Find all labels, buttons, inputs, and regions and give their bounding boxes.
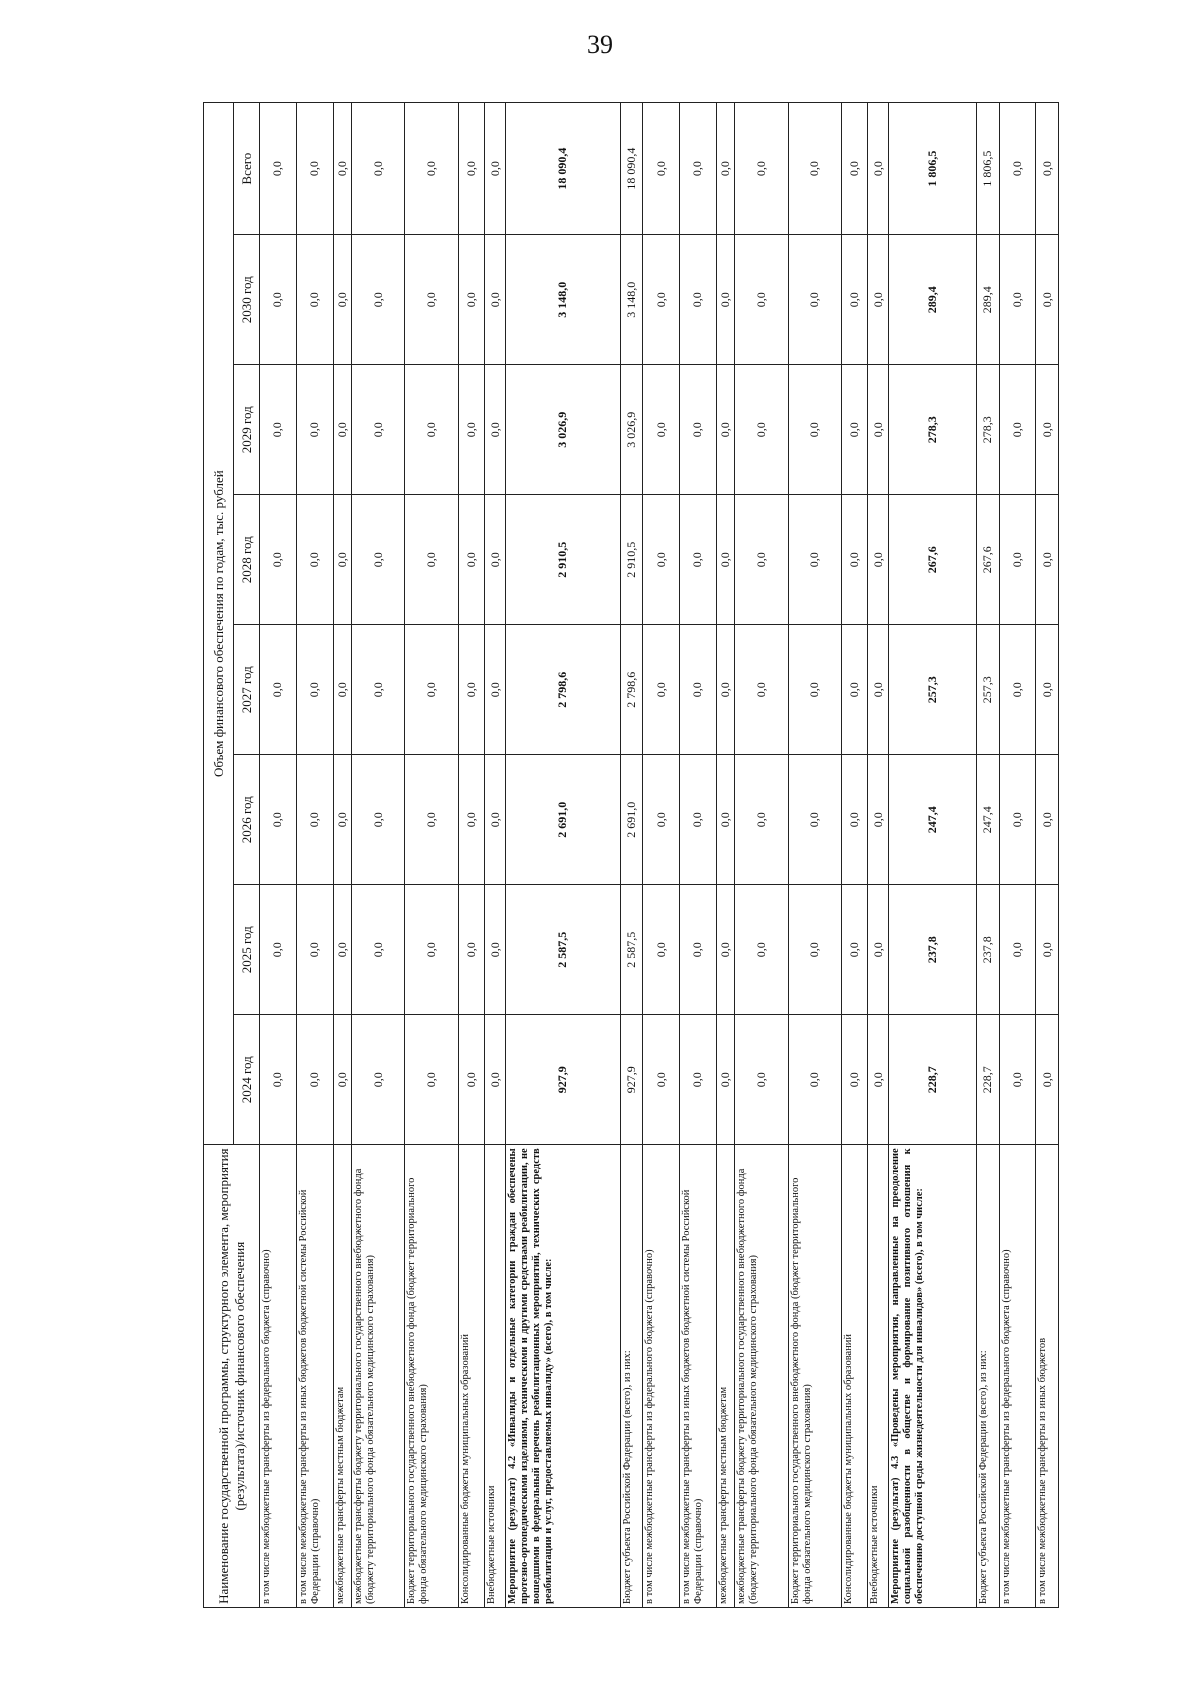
year-value-cell: 0,0 — [405, 885, 458, 1015]
row-label: в том числе межбюджетные трансферты из федерального бюджета (справочно) — [643, 1145, 680, 1608]
year-value-cell: 0,0 — [999, 885, 1036, 1015]
row-label: межбюджетные трансферты бюджету территориального государственного внебюджетного фонда (бюджету территориального фонда обязательного медицинского страхования) — [735, 1145, 788, 1608]
year-value-cell: 0,0 — [333, 625, 351, 755]
year-value-cell: 0,0 — [643, 495, 680, 625]
year-header: 2026 год — [234, 755, 260, 885]
table-row — [405, 103, 458, 1608]
year-value-cell: 0,0 — [679, 755, 716, 885]
year-value-cell: 0,0 — [458, 755, 485, 885]
total-cell: 18 090,4 — [620, 103, 643, 235]
year-value-cell: 0,0 — [868, 365, 888, 495]
year-value-cell: 257,3 — [888, 625, 976, 755]
table-row — [485, 103, 505, 1608]
year-value-cell: 0,0 — [333, 235, 351, 365]
table-row — [352, 103, 405, 1608]
year-value-cell: 0,0 — [841, 625, 868, 755]
row-label: межбюджетные трансферты местным бюджетам — [716, 1145, 734, 1608]
year-value-cell: 0,0 — [485, 625, 505, 755]
row-label: Внебюджетные источники — [485, 1145, 505, 1608]
year-value-cell: 0,0 — [405, 1015, 458, 1145]
table-row — [888, 103, 976, 1608]
year-value-cell: 0,0 — [735, 625, 788, 755]
year-value-cell: 0,0 — [485, 365, 505, 495]
year-value-cell: 228,7 — [888, 1015, 976, 1145]
row-label: Бюджет территориального государственного внебюджетного фонда (бюджет территориального фонда обязательного медицинского страхования) — [788, 1145, 841, 1608]
page-number: 39 — [587, 30, 613, 59]
year-value-cell: 0,0 — [868, 755, 888, 885]
year-value-cell: 0,0 — [716, 495, 734, 625]
year-value-cell: 0,0 — [458, 365, 485, 495]
year-value-cell: 0,0 — [868, 235, 888, 365]
table-row — [999, 103, 1036, 1608]
year-value-cell: 0,0 — [735, 235, 788, 365]
row-label: Мероприятие (результат) 4.2 «Инвалиды и отдельные категории граждан обеспечены протезно-ортопедическими изделиями, техническими и другими средствами реабилитации, не вошедшими в федеральный перечень реабилитационных мероприятий, технических средств реабилитации и услуг, предоставляемых инвалиду» (всего), в том числе: — [505, 1145, 620, 1608]
table-row — [868, 103, 888, 1608]
year-value-cell: 0,0 — [841, 235, 868, 365]
year-value-cell: 0,0 — [333, 365, 351, 495]
row-label: в том числе межбюджетные трансферты из федерального бюджета (справочно) — [260, 1145, 297, 1608]
row-label: Бюджет субъекта Российской Федерации (всего), из них: — [620, 1145, 643, 1608]
year-value-cell: 0,0 — [999, 1015, 1036, 1145]
year-value-cell: 3 026,9 — [620, 365, 643, 495]
year-value-cell: 0,0 — [868, 495, 888, 625]
year-value-cell: 289,4 — [888, 235, 976, 365]
year-value-cell: 0,0 — [643, 625, 680, 755]
year-value-cell: 0,0 — [485, 1015, 505, 1145]
year-value-cell: 0,0 — [788, 755, 841, 885]
year-value-cell: 0,0 — [999, 755, 1036, 885]
table-row — [260, 103, 297, 1608]
total-cell: 1 806,5 — [977, 103, 1000, 235]
year-value-cell: 257,3 — [977, 625, 1000, 755]
year-value-cell: 0,0 — [260, 365, 297, 495]
year-value-cell: 0,0 — [788, 1015, 841, 1145]
year-value-cell: 0,0 — [260, 625, 297, 755]
year-value-cell: 0,0 — [333, 755, 351, 885]
year-value-cell: 278,3 — [888, 365, 976, 495]
row-label: в том числе межбюджетные трансферты из иных бюджетов бюджетной системы Российской Федерации (справочно) — [296, 1145, 333, 1608]
year-value-cell: 0,0 — [405, 495, 458, 625]
year-value-cell: 0,0 — [643, 755, 680, 885]
year-value-cell: 0,0 — [296, 755, 333, 885]
year-value-cell: 2 587,5 — [620, 885, 643, 1015]
financing-group-header: Объем финансового обеспечения по годам, тыс. рублей — [204, 103, 234, 1145]
year-value-cell: 0,0 — [788, 625, 841, 755]
year-value-cell: 0,0 — [643, 1015, 680, 1145]
row-label: межбюджетные трансферты местным бюджетам — [333, 1145, 351, 1608]
year-value-cell: 0,0 — [333, 1015, 351, 1145]
year-value-cell: 0,0 — [260, 1015, 297, 1145]
year-value-cell: 0,0 — [679, 495, 716, 625]
year-value-cell: 0,0 — [1036, 365, 1059, 495]
year-header: 2030 год — [234, 235, 260, 365]
year-value-cell: 0,0 — [333, 495, 351, 625]
year-value-cell: 2 910,5 — [620, 495, 643, 625]
year-value-cell: 0,0 — [841, 365, 868, 495]
year-value-cell: 2 910,5 — [505, 495, 620, 625]
year-value-cell: 927,9 — [505, 1015, 620, 1145]
total-cell: 0,0 — [458, 103, 485, 235]
row-label: в том числе межбюджетные трансферты из иных бюджетов бюджетной системы Российской Федерации (справочно) — [679, 1145, 716, 1608]
year-value-cell: 2 587,5 — [505, 885, 620, 1015]
year-value-cell: 0,0 — [679, 1015, 716, 1145]
total-header: Всего — [234, 103, 260, 235]
year-value-cell: 0,0 — [643, 235, 680, 365]
year-value-cell: 0,0 — [679, 885, 716, 1015]
year-value-cell: 0,0 — [458, 495, 485, 625]
row-label: Внебюджетные источники — [868, 1145, 888, 1608]
year-value-cell: 0,0 — [352, 625, 405, 755]
year-value-cell: 289,4 — [977, 235, 1000, 365]
total-cell: 0,0 — [788, 103, 841, 235]
total-cell: 0,0 — [999, 103, 1036, 235]
table-row — [458, 103, 485, 1608]
row-label: в том числе межбюджетные трансферты из федерального бюджета (справочно) — [999, 1145, 1036, 1608]
year-value-cell: 0,0 — [352, 755, 405, 885]
year-value-cell: 0,0 — [716, 365, 734, 495]
row-label: Мероприятие (результат) 4.3 «Проведены мероприятия, направленные на преодоление социальной разобщенности в обществе и формирование позитивного отношения к обеспечению доступной среды жизнедеятельности для инвалидов» (всего), в том числе: — [888, 1145, 976, 1608]
year-value-cell: 0,0 — [868, 885, 888, 1015]
year-value-cell: 3 148,0 — [505, 235, 620, 365]
year-value-cell: 0,0 — [405, 755, 458, 885]
total-cell: 0,0 — [841, 103, 868, 235]
year-value-cell: 3 148,0 — [620, 235, 643, 365]
year-value-cell: 0,0 — [405, 235, 458, 365]
year-value-cell: 0,0 — [735, 495, 788, 625]
table-row — [1036, 103, 1059, 1608]
table-row — [643, 103, 680, 1608]
year-value-cell: 0,0 — [788, 885, 841, 1015]
year-value-cell: 0,0 — [999, 365, 1036, 495]
row-label: в том числе межбюджетные трансферты из иных бюджетов — [1036, 1145, 1059, 1608]
total-cell: 18 090,4 — [505, 103, 620, 235]
year-header: 2029 год — [234, 365, 260, 495]
year-value-cell: 0,0 — [841, 495, 868, 625]
year-value-cell: 0,0 — [260, 235, 297, 365]
year-value-cell: 247,4 — [888, 755, 976, 885]
year-header: 2025 год — [234, 885, 260, 1015]
year-value-cell: 0,0 — [735, 1015, 788, 1145]
row-label: Бюджет субъекта Российской Федерации (всего), из них: — [977, 1145, 1000, 1608]
year-value-cell: 237,8 — [977, 885, 1000, 1015]
total-cell: 0,0 — [333, 103, 351, 235]
table-row — [679, 103, 716, 1608]
year-header: 2028 год — [234, 495, 260, 625]
year-value-cell: 0,0 — [716, 625, 734, 755]
year-value-cell: 0,0 — [458, 1015, 485, 1145]
total-cell: 0,0 — [735, 103, 788, 235]
year-header: 2027 год — [234, 625, 260, 755]
year-value-cell: 247,4 — [977, 755, 1000, 885]
year-value-cell: 0,0 — [485, 235, 505, 365]
table-row — [716, 103, 734, 1608]
finance-table — [203, 102, 1059, 1608]
table-row — [735, 103, 788, 1608]
table-row — [841, 103, 868, 1608]
year-value-cell: 0,0 — [1036, 625, 1059, 755]
year-value-cell: 2 798,6 — [620, 625, 643, 755]
year-value-cell: 0,0 — [352, 1015, 405, 1145]
year-value-cell: 0,0 — [1036, 1015, 1059, 1145]
year-value-cell: 0,0 — [788, 495, 841, 625]
year-value-cell: 0,0 — [788, 365, 841, 495]
row-label: Бюджет территориального государственного внебюджетного фонда (бюджет территориального фонда обязательного медицинского страхования) — [405, 1145, 458, 1608]
year-value-cell: 0,0 — [716, 885, 734, 1015]
year-value-cell: 0,0 — [260, 755, 297, 885]
year-value-cell: 0,0 — [716, 755, 734, 885]
row-label: Консолидированные бюджеты муниципальных образований — [458, 1145, 485, 1608]
year-value-cell: 2 798,6 — [505, 625, 620, 755]
total-cell: 0,0 — [260, 103, 297, 235]
year-value-cell: 0,0 — [643, 365, 680, 495]
year-value-cell: 0,0 — [352, 885, 405, 1015]
year-value-cell: 278,3 — [977, 365, 1000, 495]
year-value-cell: 0,0 — [485, 755, 505, 885]
year-value-cell: 0,0 — [999, 495, 1036, 625]
year-value-cell: 3 026,9 — [505, 365, 620, 495]
year-value-cell: 0,0 — [735, 885, 788, 1015]
year-value-cell: 267,6 — [977, 495, 1000, 625]
year-value-cell: 0,0 — [458, 885, 485, 1015]
year-value-cell: 0,0 — [260, 885, 297, 1015]
year-value-cell: 0,0 — [716, 1015, 734, 1145]
year-value-cell: 0,0 — [841, 755, 868, 885]
table-row — [296, 103, 333, 1608]
year-value-cell: 2 691,0 — [620, 755, 643, 885]
year-value-cell: 237,8 — [888, 885, 976, 1015]
total-cell: 0,0 — [296, 103, 333, 235]
year-value-cell: 0,0 — [735, 755, 788, 885]
year-value-cell: 0,0 — [679, 365, 716, 495]
year-value-cell: 228,7 — [977, 1015, 1000, 1145]
year-value-cell: 0,0 — [485, 885, 505, 1015]
total-cell: 0,0 — [643, 103, 680, 235]
row-label: межбюджетные трансферты бюджету территориального государственного внебюджетного фонда (бюджету территориального фонда обязательного медицинского страхования) — [352, 1145, 405, 1608]
year-value-cell: 0,0 — [296, 885, 333, 1015]
year-value-cell: 0,0 — [999, 235, 1036, 365]
year-value-cell: 0,0 — [679, 625, 716, 755]
year-value-cell: 0,0 — [868, 625, 888, 755]
total-cell: 0,0 — [679, 103, 716, 235]
year-value-cell: 2 691,0 — [505, 755, 620, 885]
table-row — [505, 103, 620, 1608]
table-row — [977, 103, 1000, 1608]
year-value-cell: 0,0 — [1036, 755, 1059, 885]
year-value-cell: 0,0 — [458, 235, 485, 365]
year-value-cell: 0,0 — [333, 885, 351, 1015]
total-cell: 0,0 — [352, 103, 405, 235]
year-value-cell: 0,0 — [296, 235, 333, 365]
year-value-cell: 0,0 — [841, 885, 868, 1015]
year-value-cell: 0,0 — [296, 365, 333, 495]
total-cell: 0,0 — [716, 103, 734, 235]
total-cell: 0,0 — [1036, 103, 1059, 235]
year-value-cell: 0,0 — [260, 495, 297, 625]
rotated-table-container — [203, 102, 1059, 1608]
year-value-cell: 0,0 — [716, 235, 734, 365]
table-body — [260, 103, 1059, 1608]
year-value-cell: 0,0 — [352, 235, 405, 365]
year-value-cell: 0,0 — [643, 885, 680, 1015]
year-header: 2024 год — [234, 1015, 260, 1145]
name-column-header: Наименование государственной программы, структурного элемента, мероприятия (результата)/источник финансового обеспечения — [204, 1145, 260, 1608]
year-value-cell: 0,0 — [296, 625, 333, 755]
year-value-cell: 0,0 — [296, 1015, 333, 1145]
total-cell: 0,0 — [485, 103, 505, 235]
year-value-cell: 927,9 — [620, 1015, 643, 1145]
total-cell: 0,0 — [405, 103, 458, 235]
year-value-cell: 0,0 — [405, 365, 458, 495]
year-value-cell: 0,0 — [1036, 235, 1059, 365]
year-value-cell: 0,0 — [352, 495, 405, 625]
year-value-cell: 0,0 — [296, 495, 333, 625]
year-value-cell: 0,0 — [352, 365, 405, 495]
year-value-cell: 0,0 — [485, 495, 505, 625]
year-value-cell: 267,6 — [888, 495, 976, 625]
table-row — [620, 103, 643, 1608]
year-value-cell: 0,0 — [1036, 495, 1059, 625]
year-value-cell: 0,0 — [999, 625, 1036, 755]
total-cell: 1 806,5 — [888, 103, 976, 235]
table-row — [333, 103, 351, 1608]
year-value-cell: 0,0 — [1036, 885, 1059, 1015]
total-cell: 0,0 — [868, 103, 888, 235]
year-value-cell: 0,0 — [841, 1015, 868, 1145]
table-row — [788, 103, 841, 1608]
year-value-cell: 0,0 — [735, 365, 788, 495]
year-value-cell: 0,0 — [788, 235, 841, 365]
row-label: Консолидированные бюджеты муниципальных образований — [841, 1145, 868, 1608]
year-value-cell: 0,0 — [868, 1015, 888, 1145]
year-value-cell: 0,0 — [405, 625, 458, 755]
year-value-cell: 0,0 — [679, 235, 716, 365]
year-value-cell: 0,0 — [458, 625, 485, 755]
